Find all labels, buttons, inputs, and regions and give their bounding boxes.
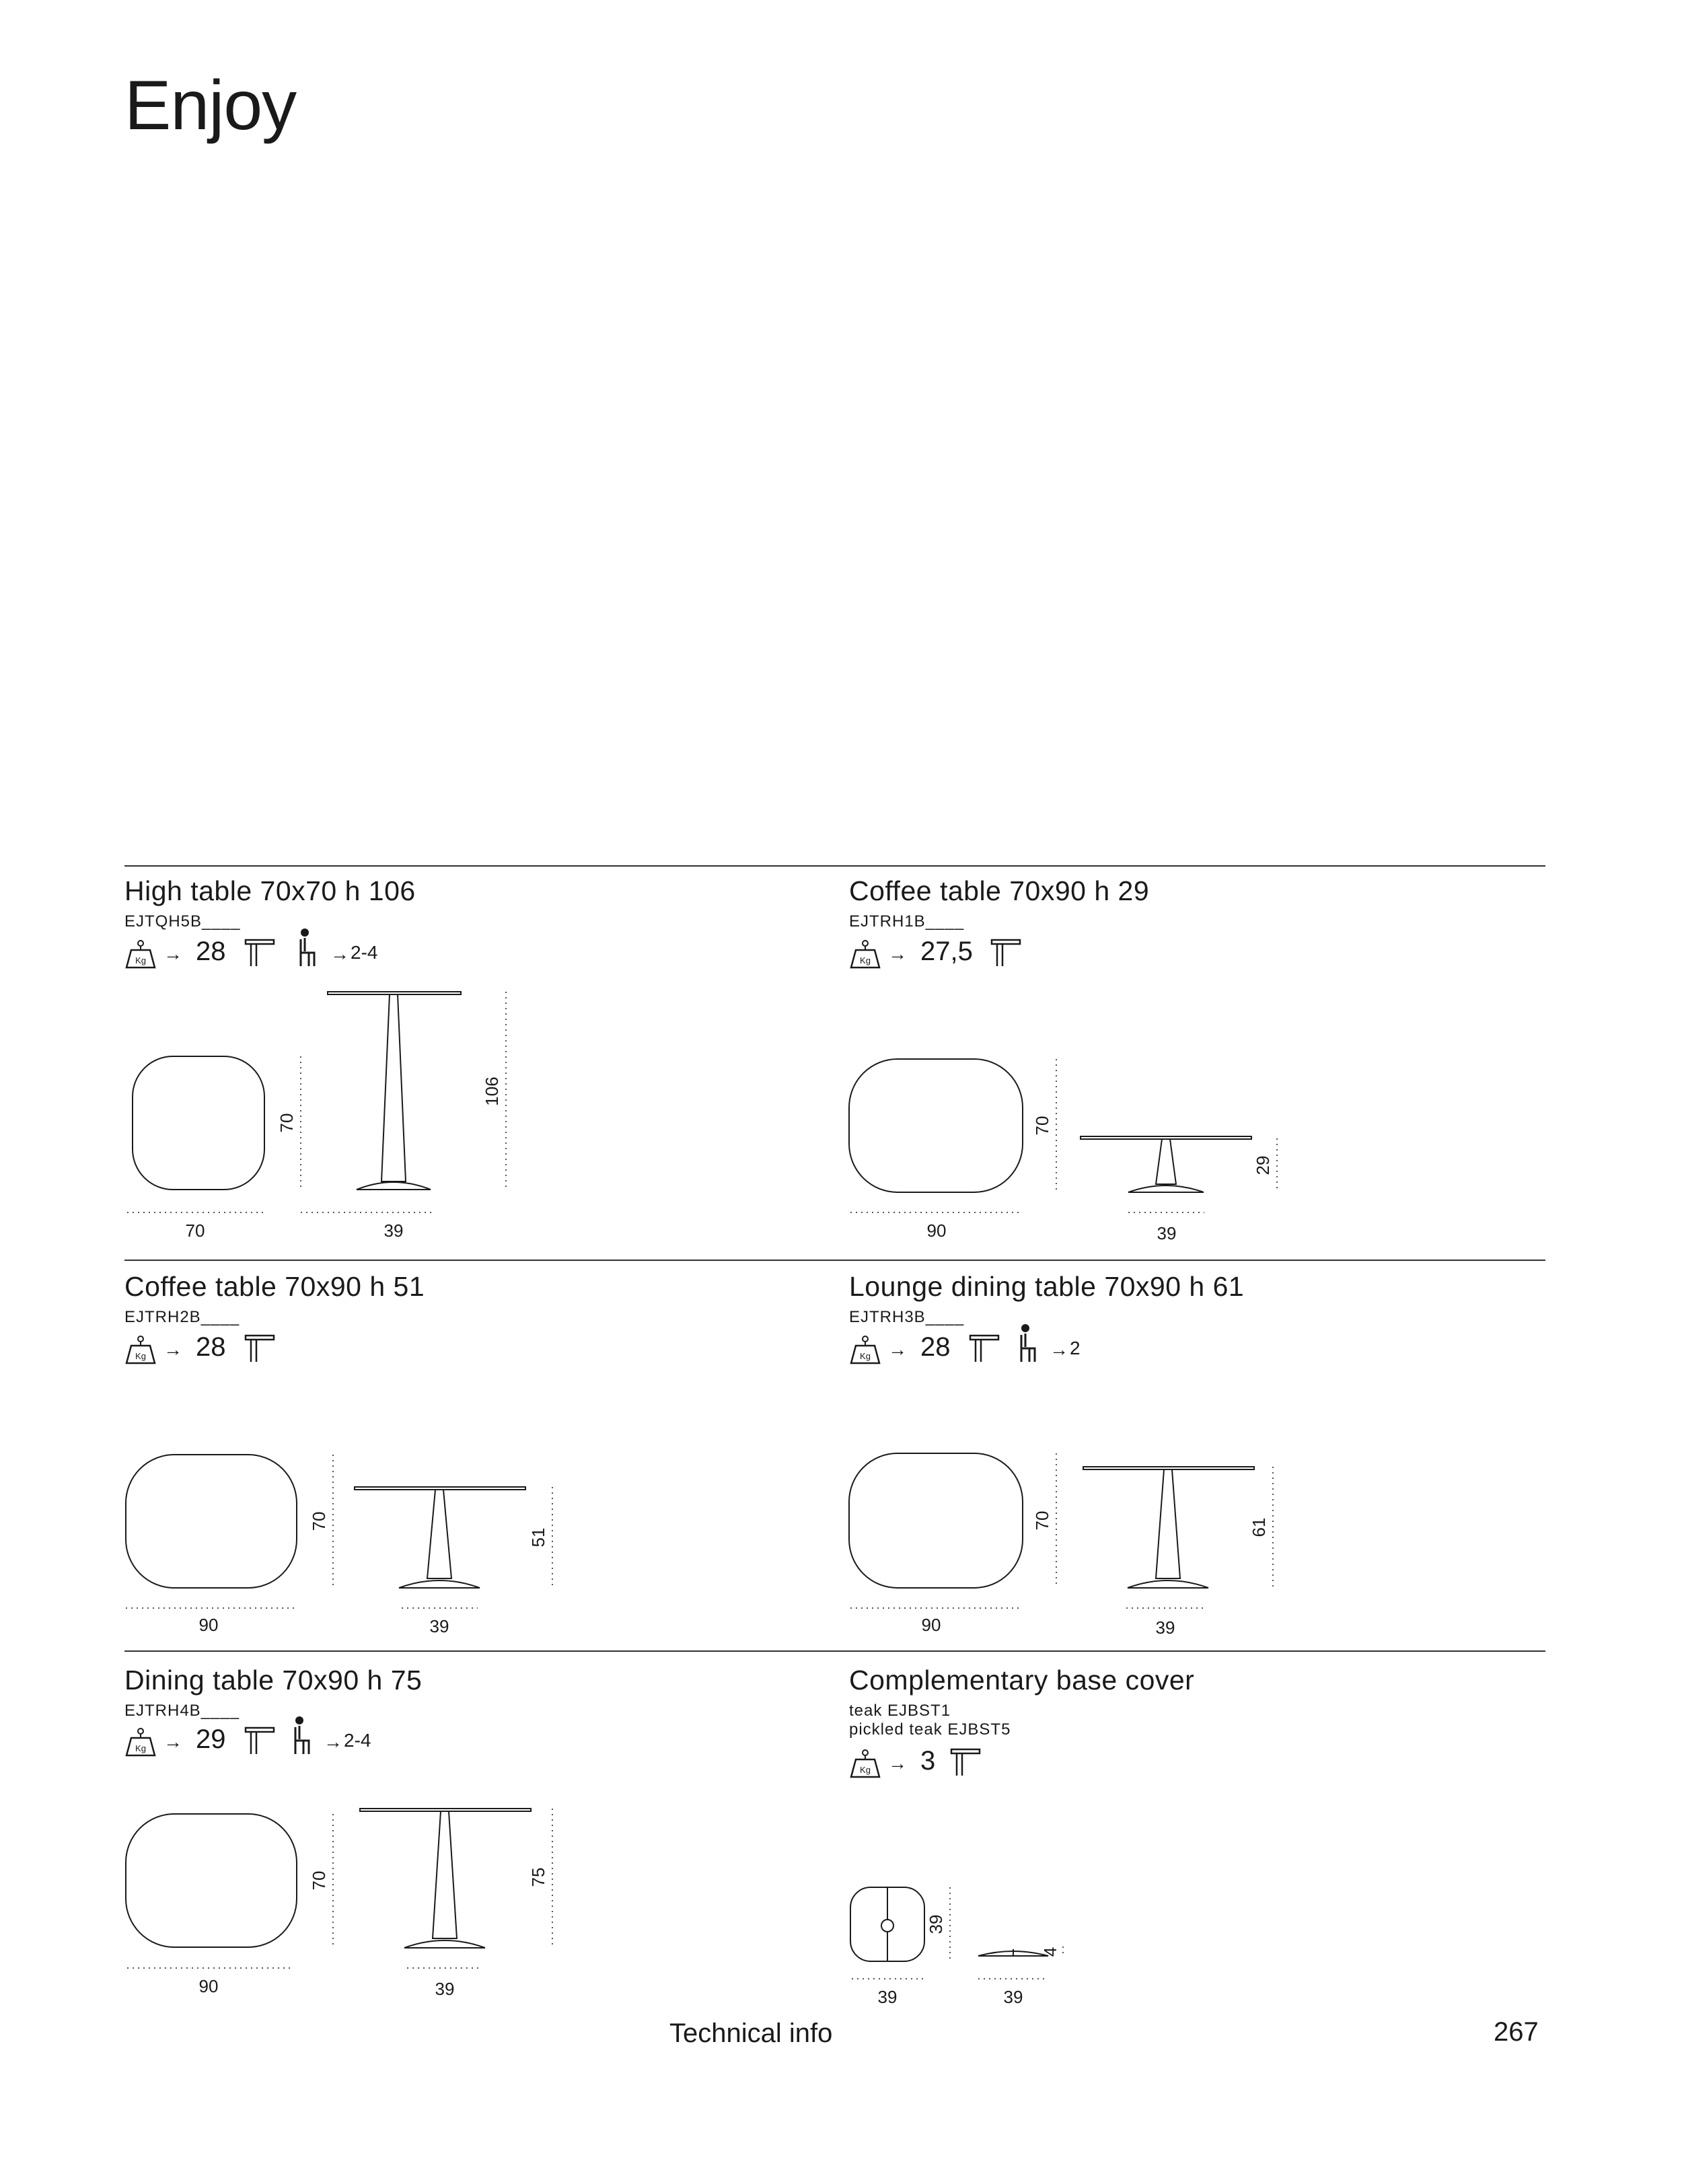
weight-kg-icon [124,1335,157,1366]
top-view-outline [849,1059,1023,1192]
product-card-high-table [124,876,797,1260]
table-stem [433,1811,457,1938]
svg-text:4: 4 [1040,1946,1060,1957]
technical-drawing [849,1887,1522,2049]
cover-center-hole [881,1920,893,1932]
technical-drawing [849,984,1522,1260]
arrow-icon: → [324,1731,342,1752]
product-name: Coffee table 70x90 h 51 [124,1271,425,1302]
svg-text:90: 90 [926,1221,947,1241]
table-icon [990,938,1021,968]
page-title: Enjoy [124,67,297,145]
weight-kg-icon [849,1335,881,1366]
product-weight: 28 [920,1332,951,1362]
product-weight: 28 [196,937,226,966]
seating-capacity: 2-4 [351,942,378,963]
technical-drawing [849,1379,1522,1655]
arrow-icon: → [888,943,907,964]
svg-text:90: 90 [198,1976,219,1996]
product-card-dining-table [124,1665,797,2049]
svg-text:70: 70 [309,1870,329,1891]
table-icon [244,1726,275,1755]
weight-kg-icon [849,1749,881,1780]
svg-text:39: 39 [1157,1223,1177,1243]
arrow-icon: → [163,1339,182,1360]
arrow-icon: → [888,1339,907,1360]
table-base [1128,1186,1204,1192]
seated-person-icon [291,1715,313,1755]
svg-text:39: 39 [429,1616,449,1636]
table-icon [969,1334,1000,1363]
seated-person-icon [297,927,318,968]
arrow-icon: → [163,1731,182,1752]
product-code: EJTRH4B____ [124,1702,240,1720]
top-view-outline [126,1455,297,1588]
table-stem [381,994,406,1181]
product-name: Coffee table 70x90 h 29 [849,875,1150,906]
table-stem [1156,1139,1176,1184]
product-code: EJTRH3B____ [849,1308,965,1326]
technical-drawing [124,1379,797,1655]
weight-kg-icon [124,939,157,970]
arrow-icon: → [888,1753,907,1774]
product-weight: 29 [196,1724,226,1754]
table-base [399,1580,480,1588]
svg-text:106: 106 [482,1077,502,1106]
svg-text:39: 39 [1155,1617,1175,1638]
table-stem [427,1490,451,1578]
product-code: teak EJBST1 [849,1702,951,1720]
product-code: EJTRH1B____ [849,912,965,931]
svg-text:70: 70 [277,1113,297,1133]
seated-person-icon [1017,1323,1039,1363]
svg-text:39: 39 [877,1987,898,2007]
table-icon [950,1747,981,1777]
svg-text:39: 39 [1003,1987,1023,2007]
svg-text:39: 39 [435,1979,455,1999]
section-divider [124,865,1545,867]
product-card-coffee-table-29 [849,876,1522,1260]
svg-text:39: 39 [383,1221,404,1241]
table-base [1128,1580,1208,1588]
table-base [404,1940,485,1948]
product-name: Lounge dining table 70x90 h 61 [849,1271,1245,1302]
page-number: 267 [1494,2017,1539,2047]
product-code: EJTRH2B____ [124,1308,240,1326]
product-name: Complementary base cover [849,1665,1195,1696]
svg-text:Kg: Kg [135,1351,146,1361]
svg-text:Kg: Kg [860,1351,871,1361]
seating-capacity: 2-4 [344,1730,371,1751]
svg-text:Kg: Kg [860,1765,871,1775]
top-view-outline [126,1814,297,1947]
technical-drawing [124,1773,797,2049]
weight-kg-icon [849,939,881,970]
svg-text:70: 70 [185,1221,205,1241]
product-card-lounge-dining-table [849,1272,1522,1655]
svg-text:Kg: Kg [135,955,146,966]
top-view-outline [849,1453,1023,1588]
product-weight: 28 [196,1332,226,1362]
svg-text:51: 51 [528,1527,548,1548]
section-divider [124,1260,1545,1261]
svg-text:70: 70 [1032,1116,1052,1136]
arrow-icon: → [330,943,349,964]
top-view-outline [133,1056,264,1190]
svg-text:70: 70 [309,1511,329,1531]
arrow-icon: → [163,943,182,964]
seating-capacity: 2 [1070,1338,1081,1358]
product-name: Dining table 70x90 h 75 [124,1665,423,1696]
svg-text:29: 29 [1253,1155,1273,1175]
svg-text:61: 61 [1249,1517,1269,1537]
weight-kg-icon [124,1727,157,1758]
svg-text:Kg: Kg [860,955,871,966]
table-icon [244,1334,275,1363]
arrow-icon: → [1050,1339,1068,1360]
table-base [357,1182,431,1190]
svg-text:75: 75 [528,1867,548,1887]
svg-text:Kg: Kg [135,1743,146,1753]
technical-drawing [124,984,797,1260]
product-weight: 3 [920,1746,936,1776]
table-stem [1156,1469,1180,1578]
product-card-base-cover [849,1665,1522,2049]
svg-text:39: 39 [926,1914,946,1934]
footer-section-label: Technical info [669,2018,833,2048]
table-icon [244,938,275,968]
product-name: High table 70x70 h 106 [124,875,416,906]
svg-text:90: 90 [198,1615,219,1635]
svg-text:90: 90 [921,1615,941,1635]
svg-text:70: 70 [1032,1510,1052,1531]
product-card-coffee-table-51 [124,1272,797,1655]
product-code: EJTQH5B____ [124,912,241,931]
product-code-alt: pickled teak EJBST5 [849,1720,1011,1739]
product-weight: 27,5 [920,937,973,966]
